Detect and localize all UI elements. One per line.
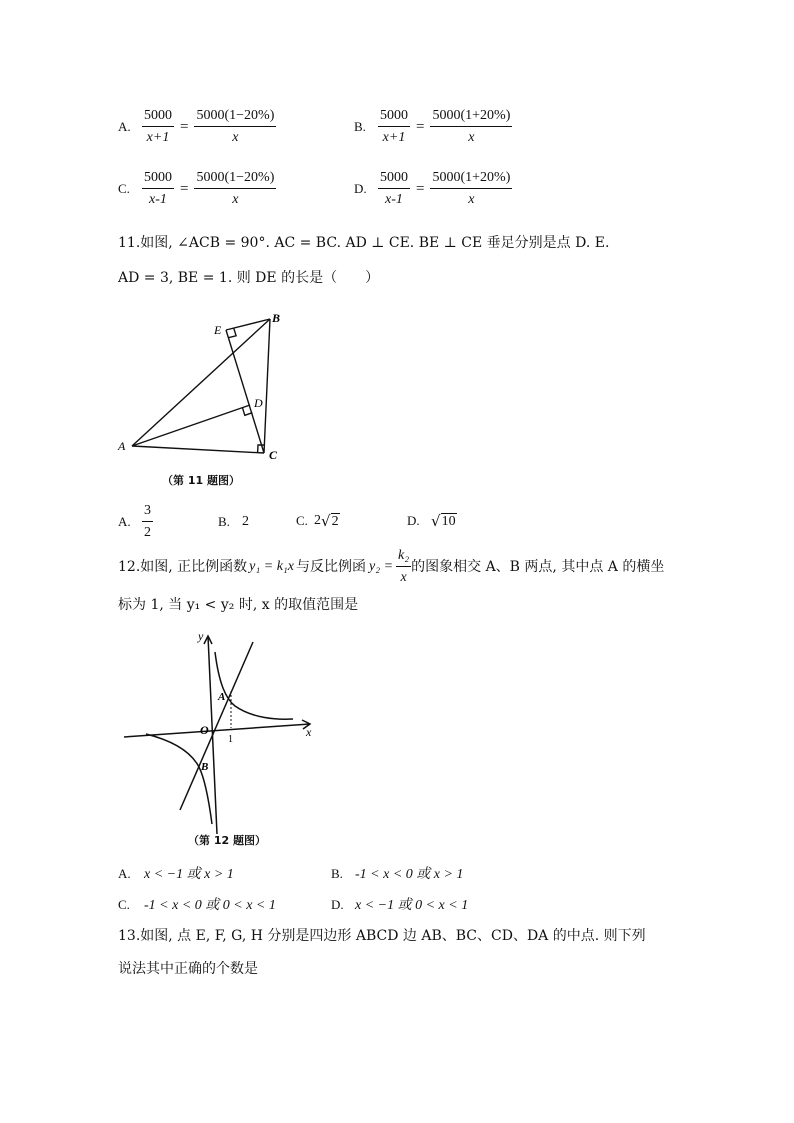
radicand: 2 — [331, 514, 339, 529]
lhs-fraction — [378, 108, 410, 146]
numerator: 5000(1+20%) — [430, 108, 512, 127]
tick-label-1: 1 — [228, 734, 233, 745]
q12-stem-line2: 标为 1, 当 y₁ < y₂ 时, x 的取值范围是 — [118, 597, 359, 613]
equals-sign: = — [180, 180, 189, 197]
option-label: D. — [331, 897, 344, 912]
radical-sign: √ — [431, 512, 441, 530]
fraction — [142, 503, 153, 541]
stem-text: 12.如图, 正比例函数 — [118, 559, 248, 575]
segment-bc — [264, 319, 270, 453]
rhs-fraction — [194, 108, 276, 146]
denominator: x+1 — [382, 130, 406, 145]
segment-ce — [226, 330, 264, 453]
point-label-a: A — [218, 691, 226, 703]
q11-stem-line1: 11.如图, ∠ACB = 90°. AC = BC. AD ⊥ CE. BE ⊥ CE 垂足分别是点 D. E. — [118, 235, 610, 251]
option-text: -1 < x < 0 或 x > 1 — [355, 867, 464, 882]
denominator: x+1 — [146, 130, 170, 145]
q10-option-b — [354, 108, 512, 146]
radicand: 10 — [441, 514, 456, 529]
q11-option-d — [407, 512, 457, 530]
numerator: 5000(1−20%) — [194, 108, 276, 127]
option-label: C. — [296, 513, 308, 528]
rhs-fraction — [430, 108, 512, 146]
option-text: x < −1 或 x > 1 — [144, 867, 234, 882]
denominator: x — [468, 130, 475, 145]
denominator: 2 — [144, 525, 151, 540]
lhs-fraction — [378, 170, 410, 208]
hyperbola-branch-2 — [146, 734, 212, 824]
point-label-a: A — [118, 439, 126, 453]
denominator: x-1 — [385, 192, 403, 207]
q12-option-c — [118, 896, 276, 915]
numerator: 5000 — [142, 170, 174, 189]
lhs-fraction — [142, 170, 174, 208]
rhs-fraction — [194, 170, 276, 208]
option-label: B. — [218, 514, 230, 529]
denominator: x — [468, 192, 475, 207]
numerator: 5000 — [142, 108, 174, 127]
option-label: C. — [118, 897, 130, 912]
hyperbola-branch-1 — [215, 652, 293, 719]
equals-sign: = — [180, 118, 189, 135]
segment-ab — [132, 319, 270, 446]
option-text: x < −1 或 0 < x < 1 — [355, 898, 469, 913]
q11-figure-caption: （第 11 题图） — [162, 474, 240, 487]
option-value: 2 — [242, 514, 249, 529]
point-label-c: C — [269, 448, 278, 462]
q13-stem-line1: 13.如图, 点 E, F, G, H 分别是四边形 ABCD 边 AB、BC、CD、DA 的中点. 则下列 — [118, 928, 646, 944]
q11-figure — [112, 306, 292, 496]
q12-figure-caption: （第 12 题图） — [188, 834, 266, 847]
stem-text: 与反比例函 — [296, 559, 366, 575]
radical-sign: √ — [321, 512, 331, 530]
point-label-e: E — [214, 323, 222, 337]
q13-stem-line2: 说法其中正确的个数是 — [118, 961, 258, 977]
option-label: A. — [118, 514, 131, 529]
numerator: 5000 — [378, 108, 410, 127]
option-text: -1 < x < 0 或 0 < x < 1 — [144, 898, 276, 913]
function-y2-fraction — [396, 548, 411, 586]
equals-sign: = — [416, 118, 425, 135]
lhs-fraction — [142, 108, 174, 146]
numerator: 3 — [142, 503, 153, 522]
option-label: A. — [118, 866, 131, 881]
stem-text: 的图象相交 A、B 两点, 其中点 A 的横坐 — [411, 559, 665, 575]
axis-label-x: x — [306, 725, 312, 739]
equals-sign: = — [416, 180, 425, 197]
denominator: x-1 — [149, 192, 167, 207]
option-label: B. — [354, 119, 366, 134]
numerator: 5000(1+20%) — [430, 170, 512, 189]
option-label: D. — [354, 181, 367, 196]
q10-option-c — [118, 170, 276, 208]
denominator: x — [232, 130, 239, 145]
point-label-b: B — [201, 761, 209, 773]
q10-option-d — [354, 170, 512, 208]
numerator: k₂ — [396, 548, 411, 567]
rhs-fraction — [430, 170, 512, 208]
denominator: x — [232, 192, 239, 207]
option-label: B. — [331, 866, 343, 881]
denominator: x — [400, 570, 407, 585]
axis-label-y: y — [198, 629, 204, 643]
q11-option-b — [218, 514, 249, 530]
q12-option-d — [331, 896, 468, 915]
q10-option-a — [118, 108, 276, 146]
numerator: 5000 — [378, 170, 410, 189]
q11-option-a — [118, 503, 153, 541]
option-label: C. — [118, 181, 130, 196]
coefficient: 2 — [314, 513, 321, 528]
q11-option-c — [296, 512, 340, 530]
q12-stem-line1 — [118, 548, 664, 586]
q12-figure — [118, 624, 328, 856]
point-label-b: B — [272, 311, 281, 325]
q12-option-b — [331, 865, 463, 884]
segment-ac — [132, 446, 264, 453]
option-label: D. — [407, 513, 420, 528]
function-y1: y₁ = k₁x — [249, 559, 294, 574]
function-y2-lhs: y₂ = — [369, 559, 394, 574]
option-label: A. — [118, 119, 131, 134]
q11-stem-line2: AD = 3, BE = 1. 则 DE 的长是（ ） — [118, 270, 380, 286]
point-label-d: D — [254, 396, 263, 410]
segment-ad — [132, 405, 250, 446]
numerator: 5000(1−20%) — [194, 170, 276, 189]
proportional-function-line — [180, 642, 253, 810]
q12-option-a — [118, 865, 234, 884]
origin-label: O — [200, 723, 209, 737]
